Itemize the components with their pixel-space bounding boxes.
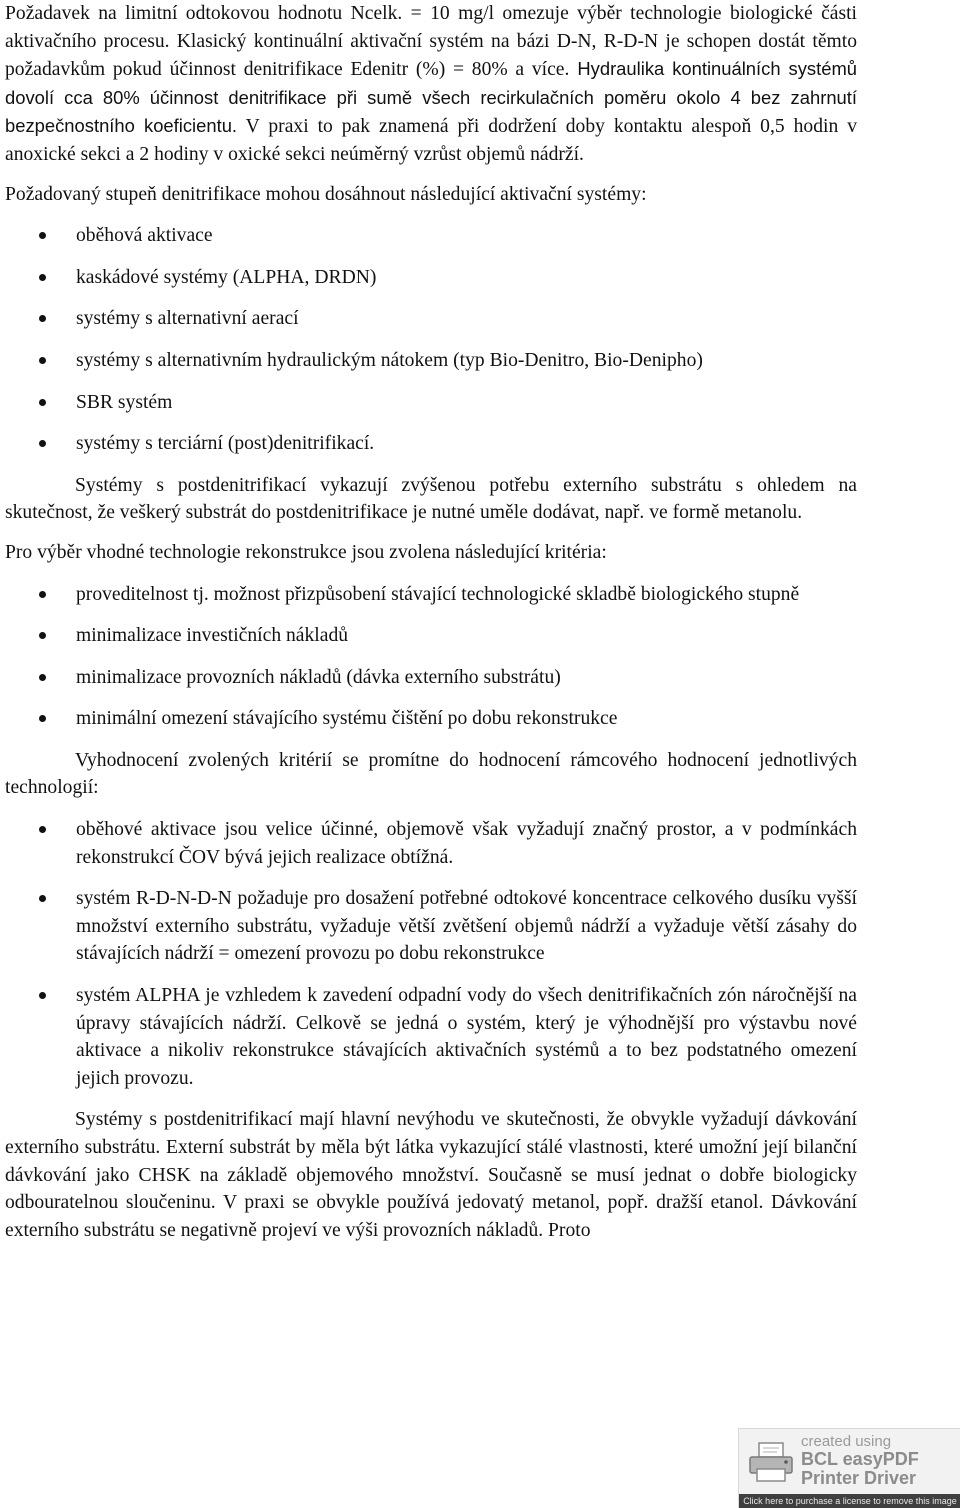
watermark-product-subtitle: Printer Driver <box>801 1468 917 1488</box>
paragraph-limit-value-part3: V praxi to pak znamená při dodržení doby kontaktu alespoň 0,5 hodin v anoxické sekci a 2 hodiny v oxické sekci neúměrný vzrůst objemů nádrží. <box>5 116 857 165</box>
watermark-license-link[interactable]: Click here to purchase a license to remove this image <box>739 1494 960 1508</box>
paragraph-postdenitrification-drawback: Systémy s postdenitrifikací mají hlavní nevýhodu ve skutečnosti, že obvykle vyžadují dávkování externího substrátu. Externí substrát by měla být látka vykazující stálé vlastnosti, které umožní její bilanční dávkování jako CHSK na základě objemového množství. Současně se musí jednat o dobře biologicky odbouratelnou sloučeninu. V praxi se obvykle používá jedovatý metanol, popř. dražší etanol. Dávkování externího substrátu se negativně projeví ve výši provozních nákladů. Proto <box>5 1109 857 1241</box>
list-item: systém ALPHA je vzhledem k zavedení odpadní vody do všech denitrifikačních zón náročnější na úpravy stávajících nádrží. Celkově se jedná o systém, který je výhodnější pro výstavbu nové aktivace a nikoliv rekonstrukce stávajících aktivačních systémů a to bez podstatného omezení jejich provozu. <box>5 982 857 1092</box>
bullet-icon <box>39 440 46 447</box>
paragraph-criteria-intro: Pro výběr vhodné technologie rekonstrukce jsou zvolena následující kritéria: <box>5 541 607 563</box>
bullet-icon <box>39 274 46 281</box>
list-item: minimální omezení stávajícího systému čištění po dobu rekonstrukce <box>5 705 857 733</box>
easypdf-watermark[interactable] <box>738 1428 960 1508</box>
list-item: oběhová aktivace <box>5 222 857 250</box>
list-item: systém R-D-N-D-N požaduje pro dosažení potřebné odtokové koncentrace celkového dusíku vyšší množství externího substrátu, vyžaduje větší zvětšení objemů nádrží a vyžaduje větší zásahy do stávajících nádrží = omezení provozu po dobu rekonstrukce <box>5 885 857 968</box>
paragraph-evaluation-intro: Vyhodnocení zvolených kritérií se promítne do hodnocení rámcového hodnocení jednotlivých technologií: <box>5 749 857 799</box>
paragraph-required-systems: Požadovaný stupeň denitrifikace mohou dosáhnout následující aktivační systémy: <box>5 183 647 205</box>
list-item: systémy s alternativní aerací <box>5 305 857 333</box>
list-activation-systems <box>5 222 857 458</box>
bullet-icon <box>39 895 46 902</box>
bullet-icon <box>39 232 46 239</box>
bullet-icon <box>39 826 46 833</box>
list-item: proveditelnost tj. možnost přizpůsobení stávající technologické skladbě biologického stupně <box>5 581 857 609</box>
list-item: systémy s alternativním hydraulickým nátokem (typ Bio-Denitro, Bio-Denipho) <box>5 347 857 375</box>
bullet-icon <box>39 632 46 639</box>
printer-icon <box>747 1441 795 1483</box>
watermark-created-using: created using <box>801 1433 892 1450</box>
list-item: oběhové aktivace jsou velice účinné, objemově však vyžadují značný prostor, a v podmínkách rekonstrukcí ČOV bývá jejich realizace obtížná. <box>5 816 857 871</box>
paragraph-limit-value <box>5 0 857 169</box>
bullet-icon <box>39 715 46 722</box>
watermark-product-name: BCL easyPDF <box>801 1449 919 1469</box>
list-item: SBR systém <box>5 389 857 417</box>
list-item: minimalizace provozních nákladů (dávka externího substrátu) <box>5 664 857 692</box>
paragraph-limit-value-part2: Hydraulika kontinuálních systémů dovolí cca 80% účinnost denitrifikace při sumě všech recirkulačních poměru okolo 4 bez zahrnutí bezpečnostního koeficientu. <box>5 58 857 137</box>
document-page <box>5 0 857 1244</box>
list-criteria <box>5 581 857 733</box>
list-item: kaskádové systémy (ALPHA, DRDN) <box>5 264 857 292</box>
bullet-icon <box>39 357 46 364</box>
bullet-icon <box>39 399 46 406</box>
list-evaluation <box>5 816 857 1092</box>
bullet-icon <box>39 992 46 999</box>
list-item: systémy s terciární (post)denitrifikací. <box>5 430 857 458</box>
paragraph-limit-value-part1: Požadavek na limitní odtokovou hodnotu Ncelk. = 10 mg/l omezuje výběr technologie biologické části aktivačního procesu. Klasický kontinuální aktivační systém na bázi D-N, R-D-N je schopen dostát těmto požadavkům pokud účinnost denitrifikace Edenitr (%) = 80% a více. <box>5 3 857 81</box>
bullet-icon <box>39 674 46 681</box>
list-item: minimalizace investičních nákladů <box>5 622 857 650</box>
paragraph-postdenitrification-substrate: Systémy s postdenitrifikací vykazují zvýšenou potřebu externího substrátu s ohledem na skutečnost, že veškerý substrát do postdenitrifikace je nutné uměle dodávat, např. ve formě metanolu. <box>5 474 857 524</box>
bullet-icon <box>39 591 46 598</box>
bullet-icon <box>39 315 46 322</box>
